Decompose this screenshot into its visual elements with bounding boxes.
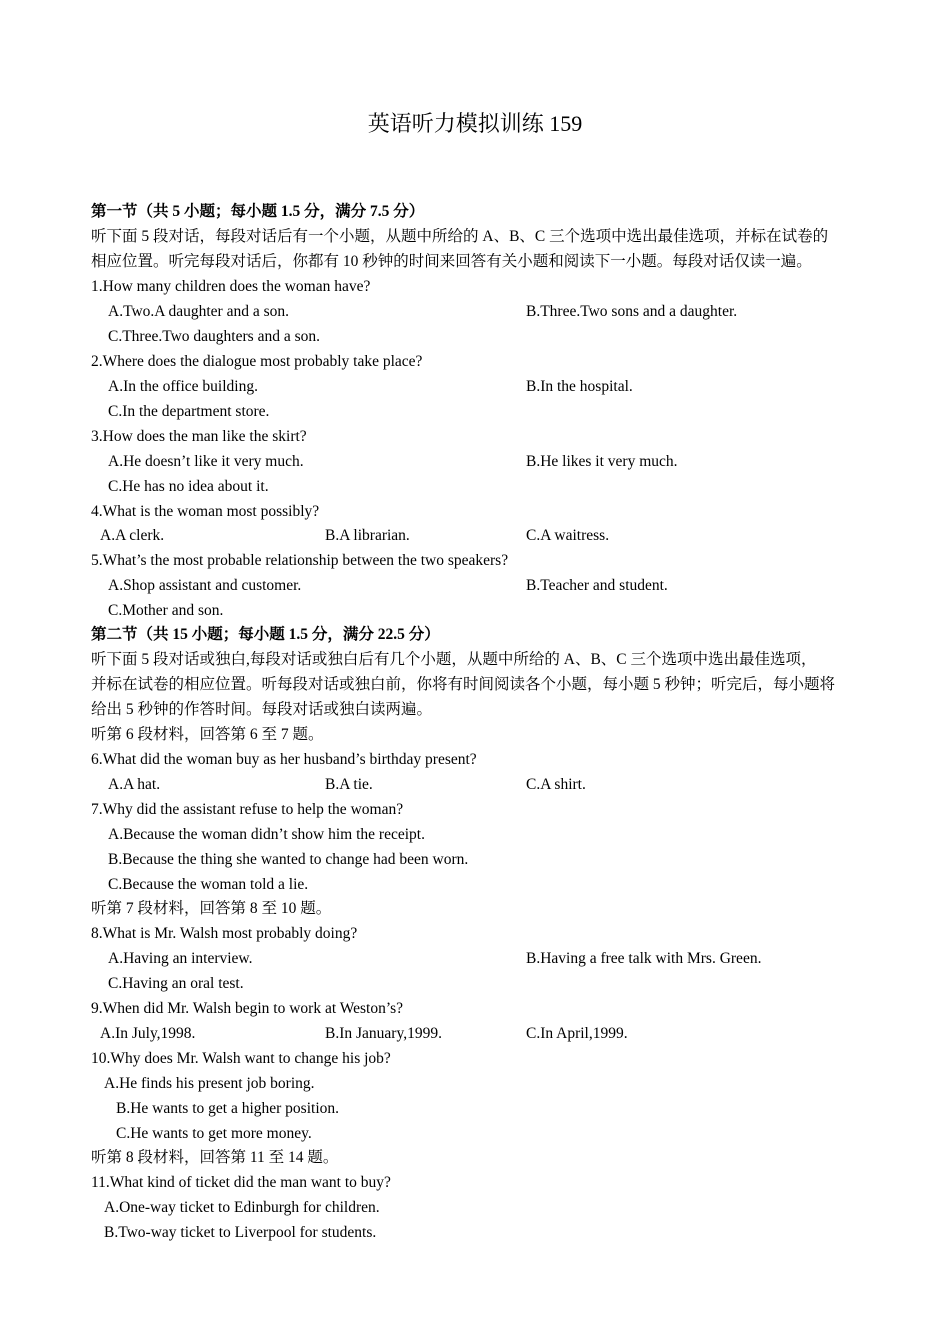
question-7-option-c: C.Because the woman told a lie. — [108, 876, 309, 893]
section1-instruction-line1: 听下面 5 段对话，每段对话后有一个小题，从题中所给的 A、B、C 三个选项中选出最佳选项，并标在试卷的 — [91, 228, 829, 245]
question-7-stem: 7.Why did the assistant refuse to help the woman? — [91, 801, 404, 818]
question-2-stem: 2.Where does the dialogue most probably take place? — [91, 353, 423, 370]
section2-instruction-line2: 并标在试卷的相应位置。听每段对话或独白前，你将有时间阅读各个小题，每小题 5 秒钟；听完后，每小题将 — [91, 676, 836, 693]
section2-instruction-line3: 给出 5 秒钟的作答时间。每段对话或独白读两遍。 — [91, 701, 433, 718]
question-10-option-c: C.He wants to get more money. — [116, 1125, 312, 1142]
question-5-option-b: B.Teacher and student. — [526, 577, 668, 594]
question-2-option-b: B.In the hospital. — [526, 378, 633, 395]
question-6-option-c: C.A shirt. — [526, 776, 586, 793]
material-6-note: 听第 6 段材料，回答第 6 至 7 题。 — [91, 726, 324, 743]
material-8-note: 听第 8 段材料，回答第 11 至 14 题。 — [91, 1149, 339, 1166]
question-3-stem: 3.How does the man like the skirt? — [91, 428, 307, 445]
question-8-option-a: A.Having an interview. — [108, 950, 253, 967]
question-10-option-b: B.He wants to get a higher position. — [116, 1100, 339, 1117]
question-9-option-a: A.In July,1998. — [100, 1025, 196, 1042]
question-8-option-b: B.Having a free talk with Mrs. Green. — [526, 950, 762, 967]
question-6-option-a: A.A hat. — [108, 776, 161, 793]
question-6-option-b: B.A tie. — [325, 776, 373, 793]
page-title: 英语听力模拟训练 159 — [367, 111, 583, 136]
material-7-note: 听第 7 段材料，回答第 8 至 10 题。 — [91, 900, 332, 917]
question-5-stem: 5.What’s the most probable relationship between the two speakers? — [91, 552, 509, 569]
question-4-option-c: C.A waitress. — [526, 527, 610, 544]
question-4-stem: 4.What is the woman most possibly? — [91, 503, 320, 520]
question-1-option-c: C.Three.Two daughters and a son. — [108, 328, 320, 345]
question-2-option-a: A.In the office building. — [108, 378, 258, 395]
question-3-option-c: C.He has no idea about it. — [108, 478, 269, 495]
question-10-stem: 10.Why does Mr. Walsh want to change his job? — [91, 1050, 391, 1067]
section1-instruction-line2: 相应位置。听完每段对话后，你都有 10 秒钟的时间来回答有关小题和阅读下一小题。每段对话仅读一遍。 — [91, 253, 812, 270]
question-9-stem: 9.When did Mr. Walsh begin to work at Weston’s? — [91, 1000, 404, 1017]
question-7-option-a: A.Because the woman didn’t show him the receipt. — [108, 826, 425, 843]
question-8-stem: 8.What is Mr. Walsh most probably doing? — [91, 925, 358, 942]
question-9-option-c: C.In April,1999. — [526, 1025, 628, 1042]
question-9-option-b: B.In January,1999. — [325, 1025, 442, 1042]
question-1-option-a: A.Two.A daughter and a son. — [108, 303, 290, 320]
question-11-option-b: B.Two-way ticket to Liverpool for students. — [104, 1224, 377, 1241]
question-2-option-c: C.In the department store. — [108, 403, 270, 420]
question-6-stem: 6.What did the woman buy as her husband’s birthday present? — [91, 751, 477, 768]
question-7-option-b: B.Because the thing she wanted to change had been worn. — [108, 851, 469, 868]
question-5-option-c: C.Mother and son. — [108, 602, 224, 619]
question-11-stem: 11.What kind of ticket did the man want to buy? — [91, 1174, 391, 1191]
question-3-option-a: A.He doesn’t like it very much. — [108, 453, 304, 470]
question-3-option-b: B.He likes it very much. — [526, 453, 678, 470]
question-4-option-b: B.A librarian. — [325, 527, 410, 544]
question-5-option-a: A.Shop assistant and customer. — [108, 577, 302, 594]
question-10-option-a: A.He finds his present job boring. — [104, 1075, 315, 1092]
question-11-option-a: A.One-way ticket to Edinburgh for children. — [104, 1199, 380, 1216]
question-1-option-b: B.Three.Two sons and a daughter. — [526, 303, 738, 320]
section2-instruction-line1: 听下面 5 段对话或独白,每段对话或独白后有几个小题，从题中所给的 A、B、C 三个选项中选出最佳选项， — [91, 651, 817, 668]
question-4-option-a: A.A clerk. — [100, 527, 165, 544]
question-8-option-c: C.Having an oral test. — [108, 975, 244, 992]
question-1-stem: 1.How many children does the woman have? — [91, 278, 371, 295]
section2-heading: 第二节（共 15 小题；每小题 1.5 分，满分 22.5 分） — [91, 626, 440, 643]
section1-heading: 第一节（共 5 小题；每小题 1.5 分，满分 7.5 分） — [91, 203, 425, 220]
